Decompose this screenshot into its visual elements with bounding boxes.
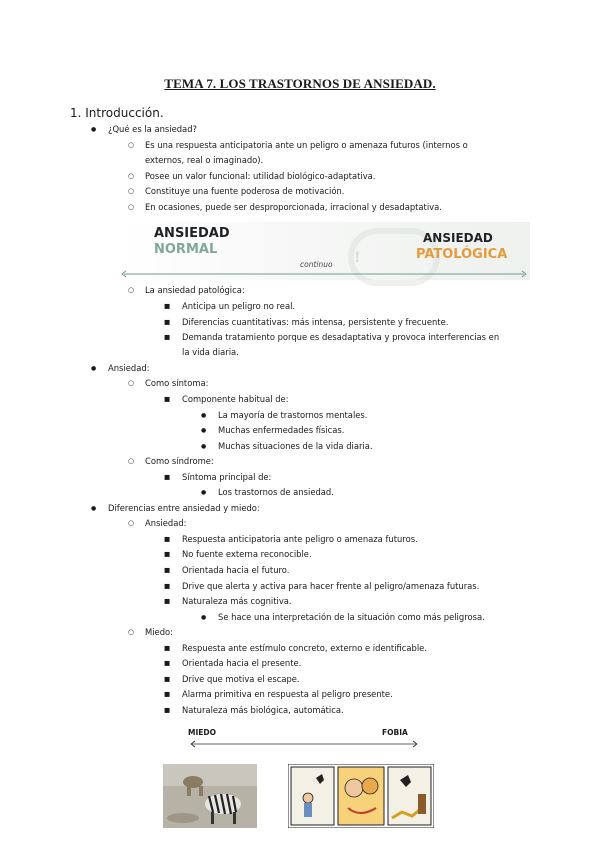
bullet-level2: ○ bbox=[128, 203, 135, 211]
continuum-label: continuo bbox=[300, 260, 333, 269]
bullet-level2: ○ bbox=[128, 172, 135, 180]
anxiety-item-3: Orientada hacia el futuro. bbox=[182, 565, 290, 575]
syndrome-item-1: Los trastornos de ansiedad. bbox=[218, 487, 334, 497]
bullet-level2: ○ bbox=[128, 457, 135, 465]
bullet-level1: ● bbox=[91, 365, 97, 372]
fear-item-4: Alarma primitiva en respuesta al peligro presente. bbox=[182, 689, 393, 699]
component-item-1: La mayoría de trastornos mentales. bbox=[218, 410, 368, 420]
bullet-level2: ○ bbox=[128, 187, 135, 195]
bullet-level1: ● bbox=[91, 126, 97, 133]
question-text: ¿Qué es la ansiedad? bbox=[108, 124, 197, 134]
banner-pathological-title: ANSIEDAD bbox=[423, 231, 493, 245]
fear-item-1: Respuesta ante estímulo concreto, externo e identificable. bbox=[182, 643, 427, 653]
fear-item-2: Orientada hacia el presente. bbox=[182, 658, 302, 668]
anxiety-continuum-banner bbox=[118, 222, 530, 280]
bullet-level3: ■ bbox=[164, 302, 171, 310]
exclamation-mark: ! bbox=[354, 250, 361, 266]
banner-normal-title: ANSIEDAD bbox=[154, 226, 230, 241]
bullet-level2: ○ bbox=[128, 141, 135, 149]
bullet-level4: ● bbox=[201, 412, 207, 419]
bullet-level3: ■ bbox=[164, 644, 171, 652]
anxiety-item-2: No fuente externa reconocible. bbox=[182, 549, 312, 559]
as-symptom-heading: Como síntoma: bbox=[145, 378, 209, 388]
anxiety-item-1: Respuesta anticipatoria ante peligro o amenaza futuros. bbox=[182, 534, 418, 544]
pathological-item-2: Diferencias cuantitativas: más intensa, persistente y frecuente. bbox=[182, 317, 449, 327]
bullet-level3: ■ bbox=[164, 318, 171, 326]
fear-item-5: Naturaleza más biológica, automática. bbox=[182, 705, 344, 715]
bullet-level3: ■ bbox=[164, 597, 171, 605]
double-arrow-icon bbox=[188, 740, 420, 748]
motivation-text: Constituye una fuente poderosa de motivación. bbox=[145, 186, 345, 196]
bullet-level3: ■ bbox=[164, 333, 171, 341]
pathological-item-3-line-2: la vida diaria. bbox=[182, 347, 239, 357]
bullet-level1: ● bbox=[91, 505, 97, 512]
pathological-item-3-line-1: Demanda tratamiento porque es desadaptativa y provoca interferencias en bbox=[182, 332, 500, 342]
fear-item-3: Drive que motiva el escape. bbox=[182, 674, 300, 684]
bullet-level3: ■ bbox=[164, 473, 171, 481]
habitual-component-heading: Componente habitual de: bbox=[182, 394, 289, 404]
page-title: TEMA 7. LOS TRASTORNOS DE ANSIEDAD. bbox=[164, 76, 436, 91]
bullet-level3: ■ bbox=[164, 690, 171, 698]
fear-subheading: Miedo: bbox=[145, 627, 173, 637]
bullet-level3: ■ bbox=[164, 535, 171, 543]
component-item-2: Muchas enfermedades físicas. bbox=[218, 425, 345, 435]
bullet-level2: ○ bbox=[128, 628, 135, 636]
bullet-level3: ■ bbox=[164, 582, 171, 590]
bullet-level2: ○ bbox=[128, 519, 135, 527]
bullet-level4: ● bbox=[201, 489, 207, 496]
anxiety-item-5-sub: Se hace una interpretación de la situación como más peligrosa. bbox=[218, 612, 485, 622]
scale-phobia-label: FOBIA bbox=[382, 728, 408, 737]
zebra-predator-photo bbox=[163, 764, 257, 828]
anxiety-item-4: Drive que alerta y activa para hacer frente al peligro/amenaza futuras. bbox=[182, 581, 480, 591]
as-syndrome-heading: Como síndrome: bbox=[145, 456, 214, 466]
bullet-level2: ○ bbox=[128, 379, 135, 387]
anxiety-item-5: Naturaleza más cognitiva. bbox=[182, 596, 292, 606]
banner-normal-label: NORMAL bbox=[154, 242, 218, 257]
bullet-level3: ■ bbox=[164, 675, 171, 683]
functional-value-text: Posee un valor funcional: utilidad biológico-adaptativa. bbox=[145, 171, 376, 181]
fear-phobia-scale bbox=[188, 728, 420, 750]
differences-heading: Diferencias entre ansiedad y miedo: bbox=[108, 503, 260, 513]
bullet-level3: ■ bbox=[164, 706, 171, 714]
definition-line-2: externos, real o imaginado). bbox=[145, 155, 264, 165]
main-symptom-heading: Síntoma principal de: bbox=[182, 472, 272, 482]
bullet-level3: ■ bbox=[164, 395, 171, 403]
banner-pathological-label: PATOLÓGICA bbox=[416, 247, 508, 262]
pathological-heading: La ansiedad patológica: bbox=[145, 285, 245, 295]
scale-fear-label: MIEDO bbox=[188, 728, 216, 737]
anxiety-heading: Ansiedad: bbox=[108, 363, 150, 373]
pathological-item-1: Anticipa un peligro no real. bbox=[182, 301, 296, 311]
bullet-level2: ○ bbox=[128, 286, 135, 294]
phobia-comic-strip bbox=[288, 764, 434, 828]
component-item-3: Muchas situaciones de la vida diaria. bbox=[218, 441, 373, 451]
disproportion-text: En ocasiones, puede ser desproporcionada, irracional y desadaptativa. bbox=[145, 202, 442, 212]
definition-line-1: Es una respuesta anticipatoria ante un peligro o amenaza futuros (internos o bbox=[145, 140, 468, 150]
bullet-level4: ● bbox=[201, 443, 207, 450]
bullet-level3: ■ bbox=[164, 659, 171, 667]
anxiety-subheading: Ansiedad: bbox=[145, 518, 187, 528]
bullet-level4: ● bbox=[201, 614, 207, 621]
bullet-level3: ■ bbox=[164, 566, 171, 574]
section-heading: 1. Introducción. bbox=[70, 106, 164, 120]
double-arrow-icon bbox=[120, 270, 528, 278]
bullet-level3: ■ bbox=[164, 550, 171, 558]
bullet-level4: ● bbox=[201, 427, 207, 434]
